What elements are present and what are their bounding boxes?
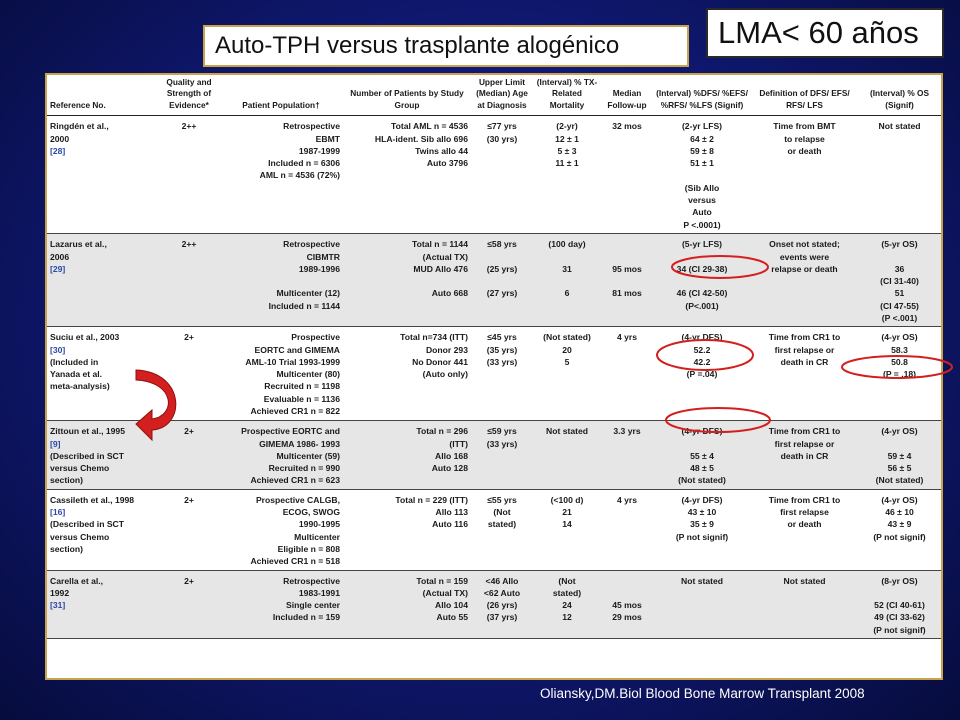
cell-line: (P <.001) [881, 313, 918, 323]
cell-line: (P =.04) [686, 369, 718, 380]
cell-line: Multicenter [294, 531, 340, 542]
table-cell-ref [47, 489, 159, 570]
cell-line: (37 yrs) [486, 612, 518, 623]
cell-line: EBMT [315, 133, 340, 144]
cell-line: relapse or death [771, 263, 838, 274]
cell-line: 42.2 [693, 356, 711, 367]
cell-line: 3.3 yrs [613, 426, 641, 437]
table-cell-dfs [653, 234, 751, 327]
table-cell-patients [343, 570, 471, 638]
cell-line: Time from BMT [773, 121, 836, 132]
cell-line: 52 (CI 40-61) [874, 600, 925, 611]
table-cell-ref [47, 116, 159, 234]
cell-line: [29] [50, 263, 66, 274]
cell-line: Multicenter (12) [276, 288, 340, 299]
cell-line: 51 ± 1 [690, 158, 714, 169]
cell-line: Time from CR1 to [768, 332, 841, 343]
cell-line: Prospective CALGB, [255, 494, 340, 505]
cell-line: (Not [558, 575, 576, 586]
cell-line [604, 238, 650, 250]
cell-line: Yanada et al. [50, 369, 103, 380]
cell-line: (4-yr DFS) [681, 332, 723, 343]
table-cell-quality [159, 489, 219, 570]
cell-line: (Actual TX) [422, 587, 468, 598]
cell-line: (Actual TX) [422, 251, 468, 262]
cell-line: Carella et al., [50, 575, 104, 586]
cell-line: HLA-ident. Sib allo 696 [374, 133, 468, 144]
cell-line: (4-yr OS) [881, 332, 918, 343]
cell-line: (Included in [50, 356, 99, 367]
cell-line: ≤58 yrs [487, 239, 517, 250]
table-cell-ref [47, 570, 159, 638]
table-cell-os [858, 327, 941, 421]
cell-line: Donor 293 [425, 344, 468, 355]
cell-line: (33 yrs) [486, 356, 518, 367]
cell-line: (P<.001) [685, 300, 719, 311]
table-row [47, 327, 941, 421]
cell-line: 1990-1995 [298, 519, 340, 530]
cell-line: AML-10 Trial 1993-1999 [245, 356, 340, 367]
cell-line: 56 ± 5 [887, 463, 912, 474]
cell-line: 95 mos [612, 263, 642, 274]
table-cell-followup [601, 421, 653, 489]
cell-line: Multicenter (80) [276, 369, 340, 380]
table-cell-population [219, 234, 343, 327]
cell-line: 1987-1999 [298, 145, 340, 156]
column-header: Upper Limit (Median) Age at Diagnosis [471, 75, 533, 116]
table-cell-age [471, 116, 533, 234]
cell-line: 64 ± 2 [690, 133, 714, 144]
cell-line: Not stated [783, 575, 826, 586]
cell-line: to relapse [784, 133, 825, 144]
table-cell-age [471, 570, 533, 638]
cell-line: 50.8 [891, 356, 908, 367]
cell-line: (P not signif) [675, 531, 729, 542]
cell-line: (Not [493, 507, 511, 518]
column-header: Median Follow-up [601, 75, 653, 116]
cell-line: Allo 168 [435, 450, 468, 461]
cell-line: 1992 [50, 587, 70, 598]
cell-line: 2++ [181, 121, 197, 132]
cell-line [861, 587, 938, 599]
cell-line: 58.3 [891, 344, 908, 355]
cell-line: Recruited n = 1198 [264, 381, 340, 392]
cell-line: ≤77 yrs [487, 121, 517, 132]
cell-line: [30] [50, 344, 66, 355]
cell-line: death in CR [780, 356, 829, 367]
table-cell-dfs [653, 116, 751, 234]
table-cell-dfs [653, 489, 751, 570]
column-header: (Interval) % TX-Related Mortality [533, 75, 601, 116]
table-cell-definition [751, 116, 858, 234]
cell-line [604, 587, 650, 599]
cell-line [656, 275, 748, 287]
column-header: (Interval) % OS (Signif) [858, 75, 941, 116]
cell-line [604, 251, 650, 263]
column-header: Number of Patients by Study Group [343, 75, 471, 116]
cell-line: Achieved CR1 n = 623 [250, 475, 340, 486]
cell-line: (2-yr) [556, 121, 578, 132]
cell-line: No Donor 441 [412, 356, 468, 367]
cell-line: Included n = 1144 [268, 300, 340, 311]
cell-line: stated) [487, 519, 517, 530]
cell-line [346, 275, 468, 287]
cell-line: 5 ± 3 [557, 145, 577, 156]
cell-line: (30 yrs) [486, 133, 518, 144]
cell-line: 31 [562, 263, 572, 274]
cell-line: 2006 [50, 251, 70, 262]
table-cell-population [219, 116, 343, 234]
table-cell-definition [751, 327, 858, 421]
cell-line: 2+ [184, 575, 194, 586]
cell-line: (Sib Allo [684, 182, 720, 193]
cell-line: stated) [552, 587, 582, 598]
cell-line: (4-yr OS) [881, 494, 918, 505]
cell-line: Recruited n = 990 [268, 463, 340, 474]
table-cell-os [858, 116, 941, 234]
cell-line: Achieved CR1 n = 518 [250, 556, 340, 567]
cell-line: 20 [562, 344, 572, 355]
cell-line: (25 yrs) [486, 263, 518, 274]
cell-line: Evaluable n = 1136 [263, 393, 340, 404]
table-cell-quality [159, 421, 219, 489]
cell-line: versus Chemo [50, 531, 110, 542]
table-cell-patients [343, 234, 471, 327]
cell-line: 2++ [181, 239, 197, 250]
table-cell-ref [47, 421, 159, 489]
cell-line: first relapse or [774, 344, 835, 355]
cell-line: (P not signif) [873, 624, 926, 635]
cell-line: 45 mos [612, 600, 642, 611]
cell-line [604, 275, 650, 287]
table-row [47, 116, 941, 234]
slide-badge: LMA< 60 años [706, 8, 944, 58]
table-cell-os [858, 570, 941, 638]
cell-line: 59 ± 4 [887, 450, 912, 461]
cell-line [604, 575, 650, 587]
cell-line: ≤45 yrs [487, 332, 517, 343]
table-cell-os [858, 421, 941, 489]
table-cell-age [471, 421, 533, 489]
cell-line: 81 mos [612, 288, 642, 299]
cell-line: (5-yr OS) [881, 239, 918, 250]
table-cell-definition [751, 570, 858, 638]
table-cell-patients [343, 327, 471, 421]
cell-line [222, 275, 340, 287]
cell-line: ECOG, SWOG [282, 507, 340, 518]
cell-line: Included n = 159 [272, 612, 340, 623]
cell-line: (4-yr DFS) [681, 494, 723, 505]
cell-line: (5-yr LFS) [681, 239, 723, 250]
table-cell-patients [343, 116, 471, 234]
cell-line: Auto 128 [431, 463, 468, 474]
cell-line [536, 251, 598, 263]
table-cell-population [219, 327, 343, 421]
cell-line: Total n = 229 (ITT) [395, 494, 468, 505]
cell-line: Total n = 1144 [412, 239, 468, 250]
cell-line [536, 275, 598, 287]
table-cell-patients [343, 421, 471, 489]
table-cell-age [471, 489, 533, 570]
cell-line: 2+ [184, 332, 194, 343]
evidence-table [45, 73, 943, 680]
cell-line: Time from CR1 to [768, 426, 841, 437]
cell-line: (26 yrs) [486, 600, 518, 611]
column-header: Quality and Strength of Evidence* [159, 75, 219, 116]
cell-line: <46 Allo [485, 575, 519, 586]
cell-line: (33 yrs) [486, 438, 518, 449]
table-cell-definition [751, 234, 858, 327]
table-cell-quality [159, 116, 219, 234]
table-cell-population [219, 570, 343, 638]
table-row [47, 234, 941, 327]
cell-line: 43 ± 10 [687, 507, 717, 518]
cell-line: first relapse or [774, 438, 835, 449]
cell-line: section) [50, 475, 83, 486]
cell-line: 5 [564, 356, 570, 367]
cell-line: Not stated [878, 121, 921, 132]
column-header: (Interval) %DFS/ %EFS/ %RFS/ %LFS (Signif) [653, 75, 751, 116]
cell-line: 2000 [50, 133, 70, 144]
cell-line: 4 yrs [616, 494, 638, 505]
cell-line: Not stated [680, 575, 724, 586]
table-cell-population [219, 421, 343, 489]
cell-line: Auto 116 [432, 519, 468, 530]
cell-line: ≤59 yrs [487, 426, 517, 437]
table-cell-followup [601, 234, 653, 327]
column-header: Definition of DFS/ EFS/ RFS/ LFS [751, 75, 858, 116]
cell-line: GIMEMA 1986- 1993 [259, 438, 340, 449]
table-body [47, 116, 941, 639]
cell-line: death in CR [780, 450, 829, 461]
cell-line: (100 day) [548, 239, 586, 250]
table-cell-quality [159, 234, 219, 327]
cell-line: 1989-1996 [298, 263, 340, 274]
cell-line: Total n = 296 [416, 426, 468, 437]
table-cell-ref [47, 234, 159, 327]
cell-line: (2-yr LFS) [681, 121, 723, 132]
cell-line: Eligible n = 808 [277, 543, 340, 554]
cell-line [474, 275, 530, 287]
cell-line: versus Chemo [50, 463, 110, 474]
cell-line: 12 [562, 612, 572, 623]
table-cell-quality [159, 570, 219, 638]
table-cell-followup [601, 570, 653, 638]
cell-line: <62 Auto [483, 587, 521, 598]
cell-line: AML n = 4536 (72%) [259, 170, 340, 181]
cell-line: [16] [50, 507, 66, 518]
table-cell-dfs [653, 327, 751, 421]
cell-line: section) [50, 543, 83, 554]
cell-line: 59 ± 8 [690, 145, 714, 156]
table-cell-trm [533, 489, 601, 570]
cell-line: 35 ± 9 [690, 519, 714, 530]
cell-line: 46 (CI 42-50) [676, 288, 728, 299]
cell-line: Cassileth et al., 1998 [50, 494, 135, 505]
cell-line: (Not stated) [678, 475, 726, 486]
cell-line: (CI 47-55) [880, 300, 919, 311]
cell-line: first relapse [780, 507, 829, 518]
table-cell-age [471, 327, 533, 421]
cell-line: 1983-1991 [298, 587, 340, 598]
cell-line: Included n = 6306 [268, 158, 340, 169]
cell-line: (CI 31-40) [880, 276, 919, 287]
cell-line: 43 ± 9 [887, 519, 912, 530]
cell-line: events were [779, 251, 830, 262]
cell-line: 29 mos [612, 612, 642, 623]
table-cell-dfs [653, 570, 751, 638]
cell-line: 12 ± 1 [555, 133, 579, 144]
slide-title: Auto-TPH versus trasplante alogénico [203, 25, 689, 67]
cell-line: EORTC and GIMEMA [254, 344, 340, 355]
table-cell-ref [47, 327, 159, 421]
cell-line: Auto 668 [431, 288, 468, 299]
cell-line: Not stated [545, 426, 589, 437]
cell-line: Achieved CR1 n = 822 [250, 406, 340, 417]
cell-line: (8-yr OS) [881, 575, 918, 586]
cell-line: (4-yr OS) [881, 426, 918, 437]
cell-line: (27 yrs) [486, 288, 518, 299]
cell-line: Auto 3796 [426, 158, 468, 169]
cell-line: P <.0001) [683, 219, 721, 230]
cell-line: Suciu et al., 2003 [50, 332, 120, 343]
cell-line: (ITT) [449, 438, 468, 449]
cell-line: Onset not stated; [769, 239, 840, 250]
table-cell-patients [343, 489, 471, 570]
table-cell-trm [533, 327, 601, 421]
cell-line: Zittoun et al., 1995 [50, 426, 125, 437]
cell-line: 48 ± 5 [690, 463, 714, 474]
cell-line: [28] [50, 145, 66, 156]
cell-line: Time from CR1 to [768, 494, 841, 505]
cell-line: 4 yrs [616, 332, 638, 343]
table-cell-population [219, 489, 343, 570]
cell-line: Prospective EORTC and [241, 426, 340, 437]
cell-line: Auto [692, 207, 712, 218]
cell-line: 2+ [184, 494, 194, 505]
cell-line: 52.2 [693, 344, 711, 355]
cell-line: 46 ± 10 [885, 507, 914, 518]
cell-line: meta-analysis) [50, 381, 110, 392]
table-cell-age [471, 234, 533, 327]
cell-line [656, 251, 748, 263]
cell-line: 51 [894, 288, 905, 299]
cell-line: (<100 d) [550, 494, 584, 505]
table-cell-definition [751, 421, 858, 489]
cell-line: Lazarus et al., [50, 239, 107, 250]
cell-line: versus [688, 195, 716, 205]
cell-line [474, 251, 530, 263]
cell-line: (Not stated) [543, 332, 591, 343]
cell-line [861, 438, 938, 450]
table-cell-os [858, 489, 941, 570]
cell-line: Allo 104 [435, 600, 468, 611]
cell-line: (Not stated) [875, 475, 924, 486]
table-cell-followup [601, 116, 653, 234]
source-citation: Oliansky,DM.Biol Blood Bone Marrow Transplant 2008 [540, 686, 865, 701]
cell-line: Retrospective [283, 239, 340, 250]
cell-line: 32 mos [612, 121, 642, 132]
cell-line: ≤55 yrs [487, 494, 517, 505]
table-cell-trm [533, 570, 601, 638]
cell-line: (P = .18) [882, 369, 917, 380]
cell-line: Retrospective [283, 575, 340, 586]
table-cell-dfs [653, 421, 751, 489]
cell-line: [9] [50, 438, 61, 449]
cell-line: 34 (CI 29-38) [676, 263, 728, 274]
column-header: Patient Population† [219, 75, 343, 116]
table-cell-followup [601, 327, 653, 421]
cell-line: 14 [562, 519, 572, 530]
cell-line: 11 ± 1 [555, 158, 579, 169]
cell-line: 55 ± 4 [690, 450, 714, 461]
table-cell-trm [533, 234, 601, 327]
cell-line: (35 yrs) [486, 344, 518, 355]
cell-line: 49 (CI 33-62) [874, 612, 925, 623]
cell-line: Allo 113 [435, 507, 468, 518]
cell-line: Ringdén et al., [50, 121, 109, 132]
cell-line: (Described in SCT [50, 450, 125, 461]
cell-line: Total n=734 (ITT) [400, 332, 468, 343]
comparison-table [47, 75, 941, 639]
cell-line: Twins allo 44 [415, 145, 468, 156]
cell-line: Total n = 159 [416, 575, 468, 586]
cell-line [861, 251, 938, 263]
table-cell-definition [751, 489, 858, 570]
cell-line [656, 169, 748, 181]
cell-line: 21 [562, 507, 572, 518]
cell-line: Multicenter (59) [276, 450, 340, 461]
cell-line: or death [787, 519, 822, 530]
cell-line: Prospective [291, 332, 340, 343]
cell-line: CIBMTR [306, 251, 340, 262]
cell-line: 6 [564, 288, 570, 299]
cell-line: Retrospective [283, 121, 340, 132]
cell-line: Single center [286, 600, 340, 611]
cell-line: 24 [562, 600, 572, 611]
table-cell-followup [601, 489, 653, 570]
table-row [47, 489, 941, 570]
cell-line: 36 [894, 263, 905, 274]
table-cell-os [858, 234, 941, 327]
cell-line: (Auto only) [422, 369, 468, 380]
cell-line: (4-yr DFS) [681, 426, 723, 437]
cell-line: (P not signif) [873, 531, 926, 542]
cell-line: or death [787, 145, 822, 156]
cell-line: [31] [50, 600, 66, 611]
cell-line: Total AML n = 4536 [391, 121, 468, 132]
column-header: Reference No. [47, 75, 159, 116]
cell-line [656, 438, 748, 450]
table-row [47, 421, 941, 489]
cell-line: (Described in SCT [50, 519, 125, 530]
table-header-row [47, 75, 941, 116]
table-cell-quality [159, 327, 219, 421]
table-cell-trm [533, 116, 601, 234]
cell-line: 2+ [184, 426, 194, 437]
cell-line: MUD Allo 476 [413, 263, 468, 274]
table-row [47, 570, 941, 638]
cell-line: Auto 55 [436, 612, 468, 623]
table-cell-trm [533, 421, 601, 489]
